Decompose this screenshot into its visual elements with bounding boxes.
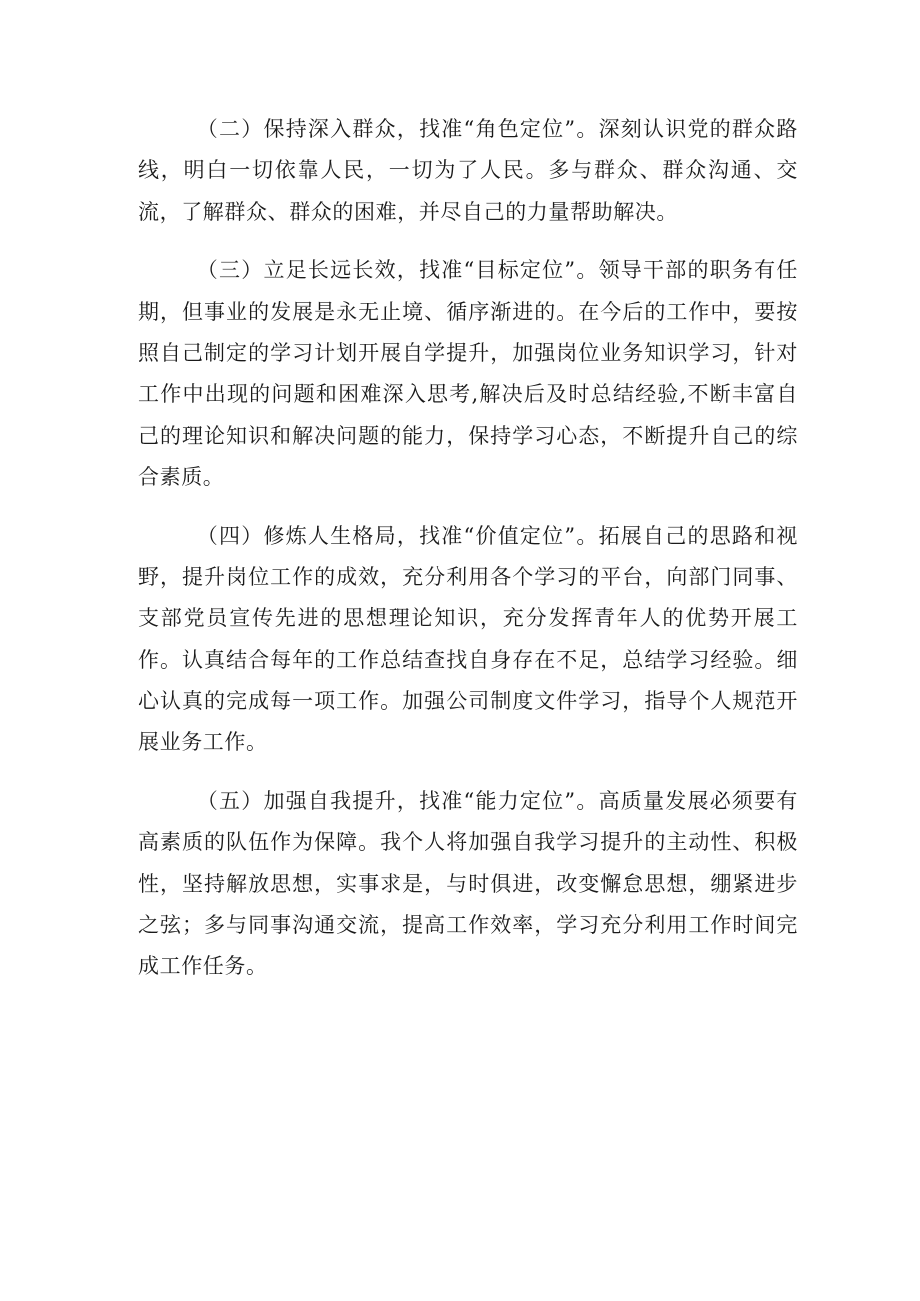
paragraph-4-value-positioning: （四）修炼人生格局，找准“价值定位”。拓展自己的思路和视野，提升岗位工作的成效，充分利用各个学习的平台，向部门同事、支部党员宣传先进的思想理论知识，充分发挥青年人的优势开展工作。认真结合每年的工作总结查找自身存在不足，总结学习经验。细心认真的完成每一项工作。加强公司制度文件学习，指导个人规范开展业务工作。 [138, 523, 798, 755]
paragraph-5-ability-positioning: （五）加强自我提升，找准“能力定位”。高质量发展必须要有高素质的队伍作为保障。我个人将加强自我学习提升的主动性、积极性，坚持解放思想，实事求是，与时俱进，改变懈怠思想，绷紧进步之弦；多与同事沟通交流，提高工作效率，学习充分利用工作时间完成工作任务。 [138, 788, 798, 979]
paragraph-3-goal-positioning: （三）立足长远长效，找准“目标定位”。领导干部的职务有任期，但事业的发展是永无止境、循序渐进的。在今后的工作中，要按照自己制定的学习计划开展自学提升，加强岗位业务知识学习，针对工作中出现的问题和困难深入思考,解决后及时总结经验,不断丰富自己的理论知识和解决问题的能力，保持学习心态，不断提升自己的综合素质。 [138, 258, 798, 489]
document-body [138, 109, 798, 1005]
paragraph-2-role-positioning: （二）保持深入群众，找准“角色定位”。深刻认识党的群众路线，明白一切依靠人民，一切为了人民。多与群众、群众沟通、交流，了解群众、群众的困难，并尽自己的力量帮助解决。 [138, 117, 798, 224]
